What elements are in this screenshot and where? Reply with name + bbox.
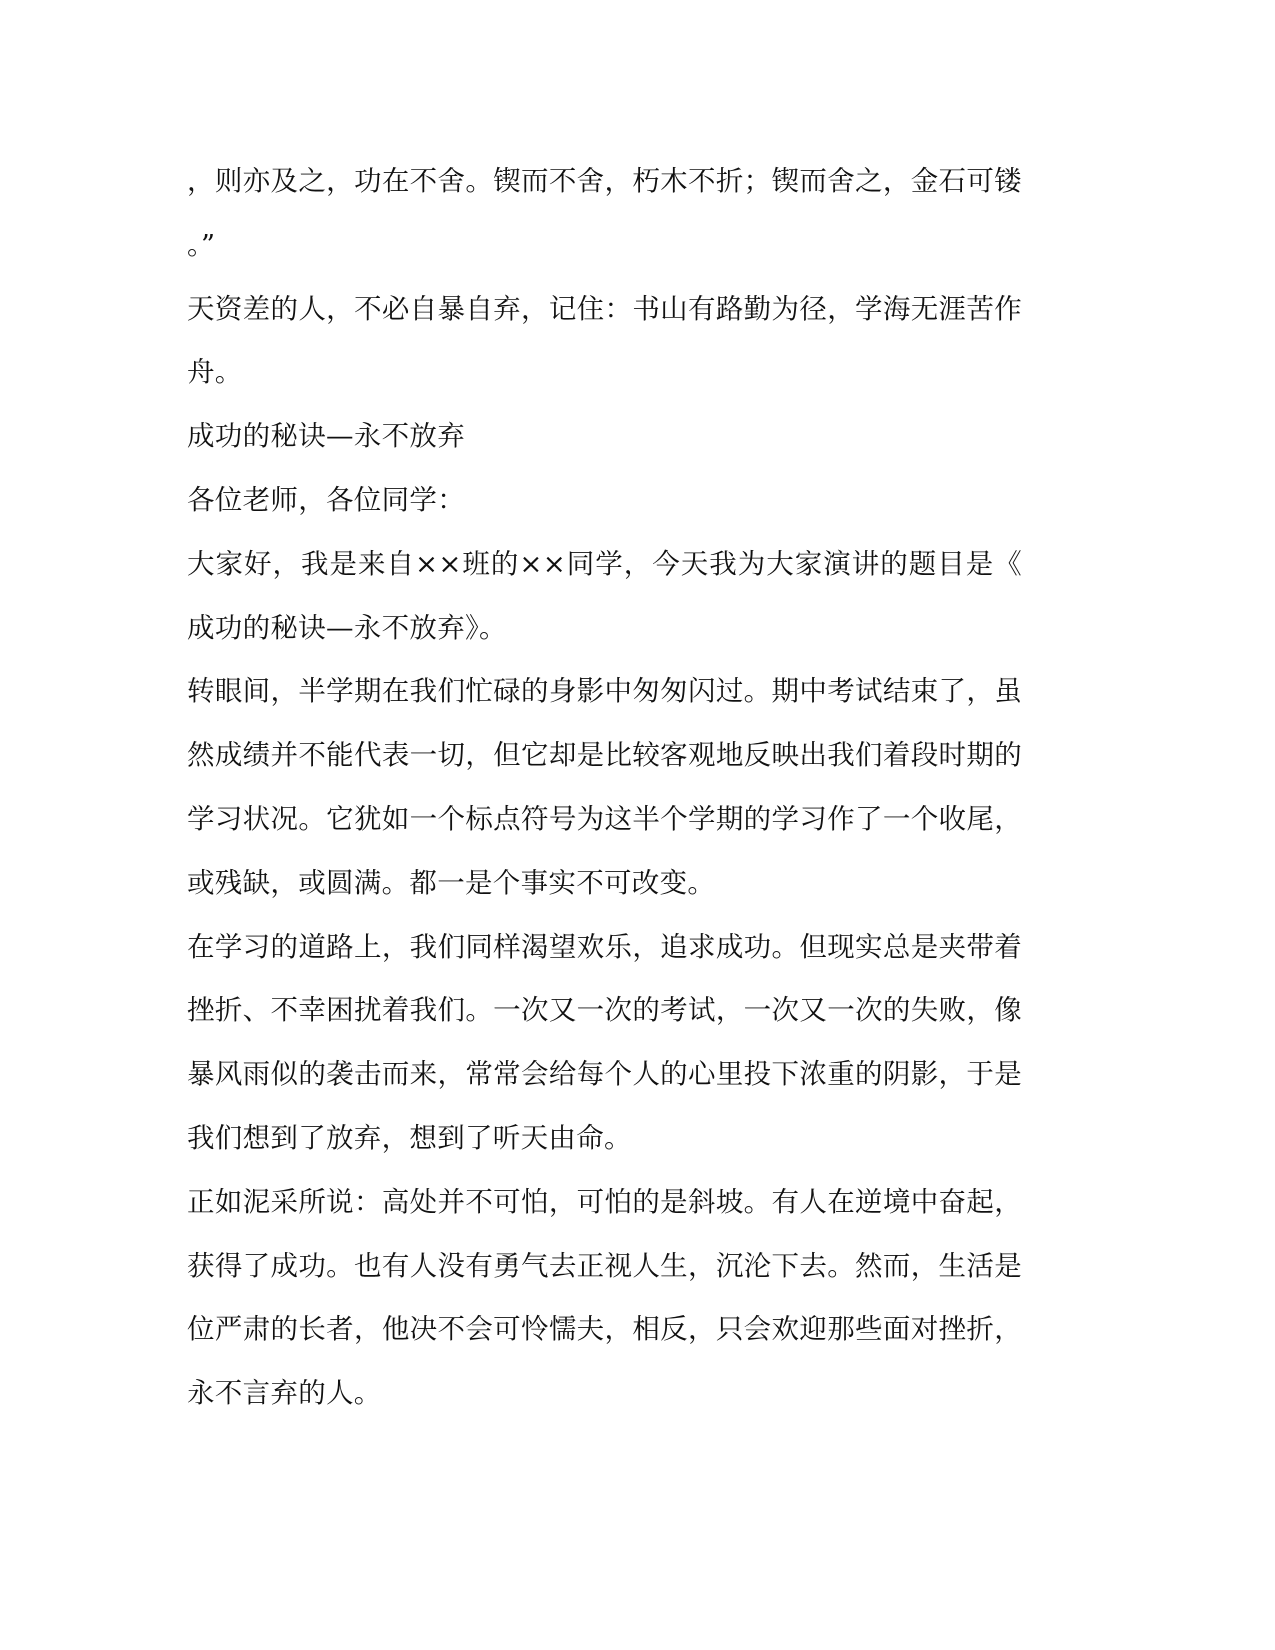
text-line: 。”	[187, 228, 216, 261]
text-line: 挫折、不幸困扰着我们。一次又一次的考试，一次又一次的失败，像	[187, 994, 1022, 1027]
text-line: 获得了成功。也有人没有勇气去正视人生，沉沦下去。然而，生活是	[187, 1249, 1022, 1282]
section-title: 成功的秘诀—永不放弃	[187, 420, 465, 453]
text-line: 位严肃的长者，他决不会可怜懦夫，相反，只会欢迎那些面对挫折，	[187, 1313, 1022, 1346]
text-line: 学习状况。它犹如一个标点符号为这半个学期的学习作了一个收尾，	[187, 802, 1022, 835]
salutation: 各位老师，各位同学：	[187, 483, 465, 516]
text-line: 正如泥采所说：高处并不可怕，可怕的是斜坡。有人在逆境中奋起，	[187, 1185, 1022, 1218]
text-line: 成功的秘诀—永不放弃》。	[187, 611, 507, 644]
text-line: 暴风雨似的袭击而来，常常会给每个人的心里投下浓重的阴影，于是	[187, 1058, 1022, 1091]
text-line: 舟。	[187, 356, 243, 389]
text-line: 天资差的人，不必自暴自弃，记住：书山有路勤为径，学海无涯苦作	[187, 292, 1022, 325]
text-line: 我们想到了放弃，想到了听天由命。	[187, 1121, 632, 1154]
text-line: 在学习的道路上，我们同样渴望欢乐，追求成功。但现实总是夹带着	[187, 930, 1022, 963]
text-line: 然成绩并不能代表一切，但它却是比较客观地反映出我们着段时期的	[187, 739, 1022, 772]
text-line: 或残缺，或圆满。都一是个事实不可改变。	[187, 866, 716, 899]
text-line: ，则亦及之，功在不舍。锲而不舍，朽木不折；锲而舍之，金石可镂	[187, 165, 1022, 197]
document-body-text	[187, 150, 1022, 1426]
text-line: 永不言弃的人。	[187, 1377, 382, 1410]
text-line: 转眼间，半学期在我们忙碌的身影中匆匆闪过。期中考试结束了，虽	[187, 675, 1022, 708]
text-line: 大家好，我是来自××班的××同学，今天我为大家演讲的题目是《	[187, 547, 1022, 580]
